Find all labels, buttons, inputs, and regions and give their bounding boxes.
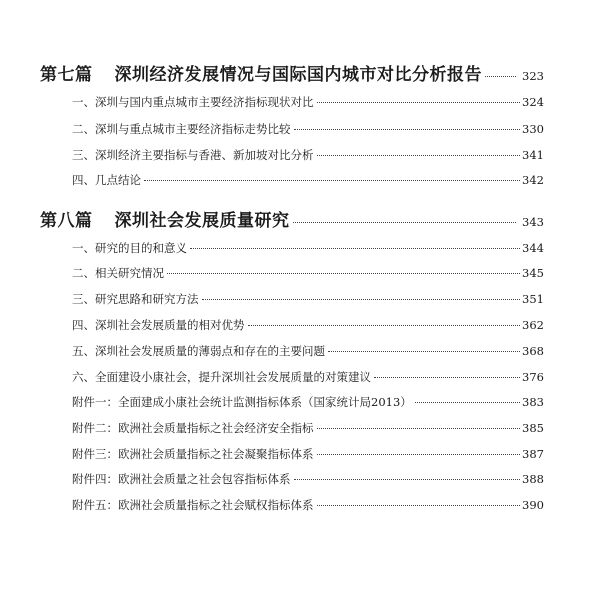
entry-label: 二、深圳与重点城市主要经济指标走势比较 — [72, 122, 291, 136]
entry-label: 附件四：欧洲社会质量之社会包容指标体系 — [72, 472, 291, 486]
entry-label: 五、深圳社会发展质量的薄弱点和存在的主要问题 — [72, 344, 325, 358]
toc-entry — [72, 265, 544, 281]
page-number: 376 — [522, 370, 544, 384]
toc-entry — [72, 343, 544, 359]
entry-label: 四、几点结论 — [72, 173, 141, 187]
appendix-entry — [72, 394, 544, 410]
entry-label: 附件三：欧洲社会质量指标之社会凝聚指标体系 — [72, 447, 314, 461]
dot-leader — [374, 376, 520, 378]
toc-entry — [72, 172, 544, 188]
dot-leader — [317, 427, 521, 429]
page-number: 344 — [522, 241, 544, 255]
page-number: 345 — [522, 266, 544, 280]
page-number: 343 — [522, 215, 544, 229]
page-number: 351 — [522, 292, 544, 306]
appendix-entry — [72, 420, 544, 436]
page-number: 341 — [522, 148, 544, 162]
dot-leader — [190, 247, 520, 249]
toc-entry — [72, 291, 544, 307]
page-number: 368 — [522, 344, 544, 358]
chapter-number: 第八篇 — [40, 211, 93, 231]
page-number: 388 — [522, 472, 544, 486]
chapter-title: 深圳社会发展质量研究 — [114, 211, 290, 231]
entry-label: 三、深圳经济主要指标与香港、新加坡对比分析 — [72, 148, 314, 162]
entry-label: 附件一：全面建成小康社会统计监测指标体系（国家统计局2013） — [72, 395, 412, 409]
dot-leader — [317, 154, 521, 156]
dot-leader — [167, 272, 520, 274]
page-number: 387 — [522, 447, 544, 461]
dot-leader — [485, 75, 516, 77]
chapter-title: 深圳经济发展情况与国际国内城市对比分析报告 — [114, 65, 482, 85]
page-number: 390 — [522, 498, 544, 512]
page-number: 324 — [522, 95, 544, 109]
toc-entry — [72, 240, 544, 256]
dot-leader — [202, 298, 521, 300]
page-number: 330 — [522, 122, 544, 136]
entry-label: 一、研究的目的和意义 — [72, 241, 187, 255]
appendix-entry — [72, 446, 544, 462]
toc-entry — [72, 317, 544, 333]
entry-label: 一、深圳与国内重点城市主要经济指标现状对比 — [72, 95, 314, 109]
toc-entry — [72, 121, 544, 137]
entry-label: 四、深圳社会发展质量的相对优势 — [72, 318, 245, 332]
dot-leader — [294, 128, 521, 130]
dot-leader — [144, 179, 520, 181]
appendix-entry — [72, 497, 544, 513]
toc-entry — [72, 94, 544, 110]
page-number: 385 — [522, 421, 544, 435]
page-number: 362 — [522, 318, 544, 332]
dot-leader — [317, 453, 521, 455]
toc-entry — [72, 369, 544, 385]
entry-label: 附件五：欧洲社会质量指标之社会赋权指标体系 — [72, 498, 314, 512]
dot-leader — [248, 324, 521, 326]
dot-leader — [317, 101, 521, 103]
entry-label: 二、相关研究情况 — [72, 266, 164, 280]
page-number: 383 — [522, 395, 544, 409]
entry-label: 三、研究思路和研究方法 — [72, 292, 199, 306]
page-number: 342 — [522, 173, 544, 187]
page-number: 323 — [522, 69, 544, 83]
chapter-heading — [40, 206, 544, 231]
entry-label: 附件二：欧洲社会质量指标之社会经济安全指标 — [72, 421, 314, 435]
toc-entry — [72, 147, 544, 163]
dot-leader — [293, 221, 517, 223]
chapter-heading — [40, 60, 544, 85]
dot-leader — [328, 350, 520, 352]
entry-label: 六、全面建设小康社会，提升深圳社会发展质量的对策建议 — [72, 370, 371, 384]
appendix-entry — [72, 471, 544, 487]
dot-leader — [294, 478, 521, 480]
chapter-number: 第七篇 — [40, 65, 93, 85]
dot-leader — [415, 401, 520, 403]
dot-leader — [317, 504, 521, 506]
